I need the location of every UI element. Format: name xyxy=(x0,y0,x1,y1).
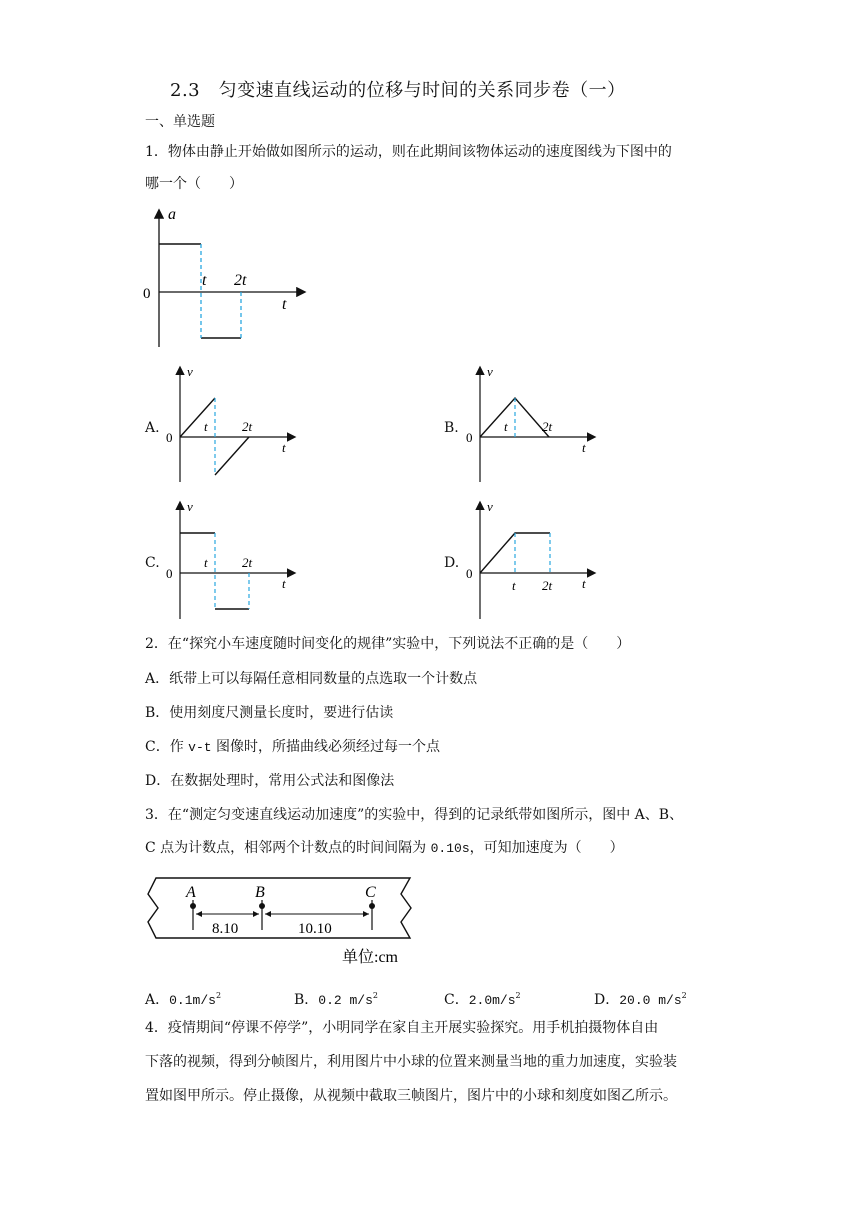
figure-label: v xyxy=(187,499,193,514)
figure-label: 0 xyxy=(166,566,173,581)
figure-label: 0 xyxy=(166,430,173,445)
figure-label: t xyxy=(512,578,516,593)
point-a-dot xyxy=(190,903,196,909)
figure-label: C xyxy=(365,884,376,901)
q2-option-c: C．作 v-t 图像时，所描曲线必须经过每一个点 xyxy=(145,739,441,755)
q1-option-a-graph xyxy=(162,362,302,487)
q1-option-d-graph xyxy=(462,497,602,622)
figure-label: t xyxy=(282,576,286,591)
q1-option-c-label: C. xyxy=(145,555,160,571)
q3-option-c: C．$2.0m/s^2$ xyxy=(444,991,521,1008)
axis-t-label: t xyxy=(282,296,287,313)
q3-paper-tape-figure xyxy=(146,872,416,972)
q3-option-a: A．$0.1m/s^2$ xyxy=(145,991,222,1008)
figure-label: v xyxy=(487,364,493,379)
q1-acceleration-graph xyxy=(140,205,310,355)
q4-stem-line1: 4．疫情期间“停课不停学”，小明同学在家自主开展实验探究。用手机拍摄物体自由 xyxy=(145,1020,659,1036)
q1-option-d-label: D. xyxy=(444,555,460,571)
figure-label: t xyxy=(582,576,586,591)
velocity-rise-line xyxy=(180,398,215,437)
figure-label: 2t xyxy=(542,419,553,434)
q1-option-c-graph xyxy=(162,497,302,622)
q2-option-b: B．使用刻度尺测量长度时，要进行估读 xyxy=(145,705,394,721)
q2-stem: 2．在“探究小车速度随时间变化的规律”实验中，下列说法不正确的是（ ） xyxy=(145,636,631,652)
q1-option-b-graph xyxy=(462,362,602,487)
figure-label: A xyxy=(186,884,196,901)
a-label: a xyxy=(168,206,176,223)
figure-label: v xyxy=(487,499,493,514)
figure-label: t xyxy=(204,419,208,434)
figure-label: 2t xyxy=(242,419,253,434)
q3-option-d: D．20.0 $m/s^2$ xyxy=(594,991,687,1008)
q2-option-a: A．纸带上可以每隔任意相同数量的点选取一个计数点 xyxy=(145,671,478,687)
figure-label: t xyxy=(204,555,208,570)
figure-label: 单位:cm xyxy=(342,949,398,966)
q4-stem-line3: 置如图甲所示。停止摄像，从视频中截取三帧图片，图片中的小球和刻度如图乙所示。 xyxy=(145,1088,677,1104)
q1-stem-line2: 哪一个（ ） xyxy=(145,176,243,192)
q3-stem-line2: C 点为计数点，相邻两个计数点的时间间隔为 0.10s，可知加速度为（ ） xyxy=(145,840,624,856)
figure-label: v xyxy=(187,364,193,379)
q1-option-a-label: A. xyxy=(145,420,160,436)
figure-label: t xyxy=(282,440,286,455)
figure-label: 2t xyxy=(542,578,553,593)
q2-option-d: D．在数据处理时，常用公式法和图像法 xyxy=(145,773,395,789)
point-b-dot xyxy=(259,903,265,909)
figure-label: 2t xyxy=(242,555,253,570)
velocity-return-line xyxy=(215,437,249,475)
section-heading: 一、单选题 xyxy=(145,114,215,130)
figure-label: 8.10 xyxy=(212,921,239,937)
point-c-dot xyxy=(369,903,375,909)
q4-stem-line2: 下落的视频，得到分帧图片，利用图片中小球的位置来测量当地的重力加速度，实验装 xyxy=(145,1054,677,1070)
figure-label: 0 xyxy=(466,566,473,581)
t-label: t xyxy=(202,272,207,289)
figure-label: t xyxy=(504,419,508,434)
q1-stem-line1: 1．物体由静止开始做如图所示的运动，则在此期间该物体运动的速度图线为下图中的 xyxy=(145,144,672,160)
figure-label: t xyxy=(582,440,586,455)
figure-label: B xyxy=(255,884,265,901)
two-t-label: 2t xyxy=(234,272,247,289)
q3-stem-line1: 3．在“测定匀变速直线运动加速度”的实验中，得到的记录纸带如图所示，图中 A、B、 xyxy=(145,807,684,823)
velocity-triangle-line xyxy=(480,398,549,437)
q1-option-b-label: B. xyxy=(444,420,459,436)
page-title: 2.3 匀变速直线运动的位移与时间的关系同步卷（一） xyxy=(170,80,626,101)
q3-option-b: B．0.2 $m/s^2$ xyxy=(294,991,378,1008)
figure-label: 0 xyxy=(466,430,473,445)
figure-label: 10.10 xyxy=(298,921,332,937)
origin-label: 0 xyxy=(143,286,151,302)
